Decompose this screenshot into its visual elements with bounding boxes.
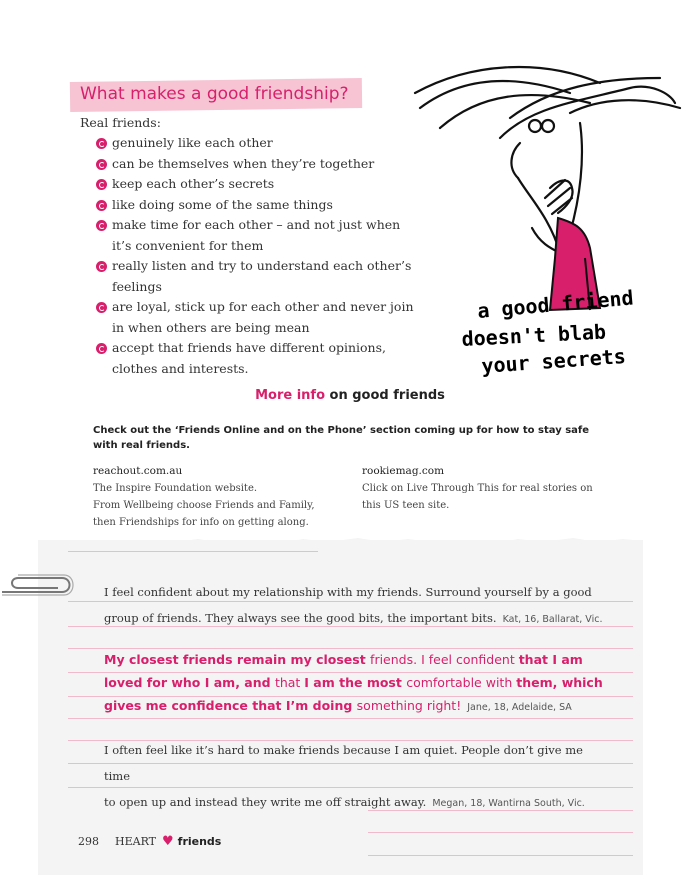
cartoon-person-illustration [400, 48, 690, 398]
resource-rookiemag: rookiemag.com Click on Live Through This for real stories on this US teen site. [362, 465, 593, 511]
section-name: friends [177, 835, 222, 848]
intro-text: Real friends: [80, 115, 161, 130]
page-number: 298 [78, 835, 99, 848]
quote-kat: I feel confident about my relationship with my friends. Surround yourself by a good group of friends. They always see the good bits, the important bits. Kat, 16, Ballarat, Vic. [104, 585, 603, 625]
swirl-bullet-icon [96, 159, 107, 170]
swirl-bullet-icon [96, 200, 107, 211]
list-item: are loyal, stick up for each other and never join in when others are being mean [96, 297, 456, 338]
quote-jane: My closest friends remain my closest friends. I feel confident that I am loved for who I am, and that I am the most comfortable with them, which gives me confidence that I’m doing something right! Jane, 18, Adelaide, SA [104, 652, 603, 713]
caption-line: doesn't blab [461, 319, 607, 351]
list-item: keep each other’s secrets [96, 174, 456, 195]
quote-attribution: Jane, 18, Adelaide, SA [467, 702, 572, 713]
resource-reachout: reachout.com.au The Inspire Foundation website. From Wellbeing choose Friends and Family, then Friendships for info on getting along. [93, 465, 315, 528]
paperclip-icon [0, 570, 80, 610]
quote-attribution: Kat, 16, Ballarat, Vic. [502, 614, 603, 625]
list-item: accept that friends have different opinions, clothes and interests. [96, 338, 456, 379]
quote-megan: I often feel like it’s hard to make friends because I am quiet. People don’t give me time to open up and instead they write me off straight away. Megan, 18, Wantirna South, Vic. [104, 743, 585, 809]
caption-line: a good friend [476, 285, 635, 323]
chapter-name: HEART [115, 835, 156, 848]
check-out-note: Check out the ‘Friends Online and on the Phone’ section coming up for how to stay safe with real friends. [93, 425, 590, 451]
note-rule [68, 551, 318, 552]
list-item: really listen and try to understand each other’s feelings [96, 256, 456, 297]
more-info-heading: More info on good friends [255, 388, 445, 403]
page-footer [78, 834, 221, 849]
quote-attribution: Megan, 18, Wantirna South, Vic. [432, 798, 585, 809]
list-item: genuinely like each other [96, 133, 456, 154]
note-rule [368, 855, 633, 856]
torn-edge [38, 530, 643, 552]
list-item: make time for each other – and not just when it’s convenient for them [96, 215, 456, 256]
heart-icon: ♥ [162, 834, 174, 849]
caption-line: your secrets [480, 343, 627, 378]
swirl-bullet-icon [96, 138, 107, 149]
swirl-bullet-icon [96, 261, 107, 272]
swirl-bullet-icon [96, 302, 107, 313]
section-title: What makes a good friendship? [80, 84, 349, 104]
swirl-bullet-icon [96, 179, 107, 190]
note-rule [368, 832, 633, 833]
resource-site-link[interactable]: rookiemag.com [362, 465, 445, 477]
swirl-bullet-icon [96, 220, 107, 231]
resource-site-link[interactable]: reachout.com.au [93, 465, 183, 477]
swirl-bullet-icon [96, 343, 107, 354]
list-item: like doing some of the same things [96, 195, 456, 216]
list-item: can be themselves when they’re together [96, 154, 456, 175]
